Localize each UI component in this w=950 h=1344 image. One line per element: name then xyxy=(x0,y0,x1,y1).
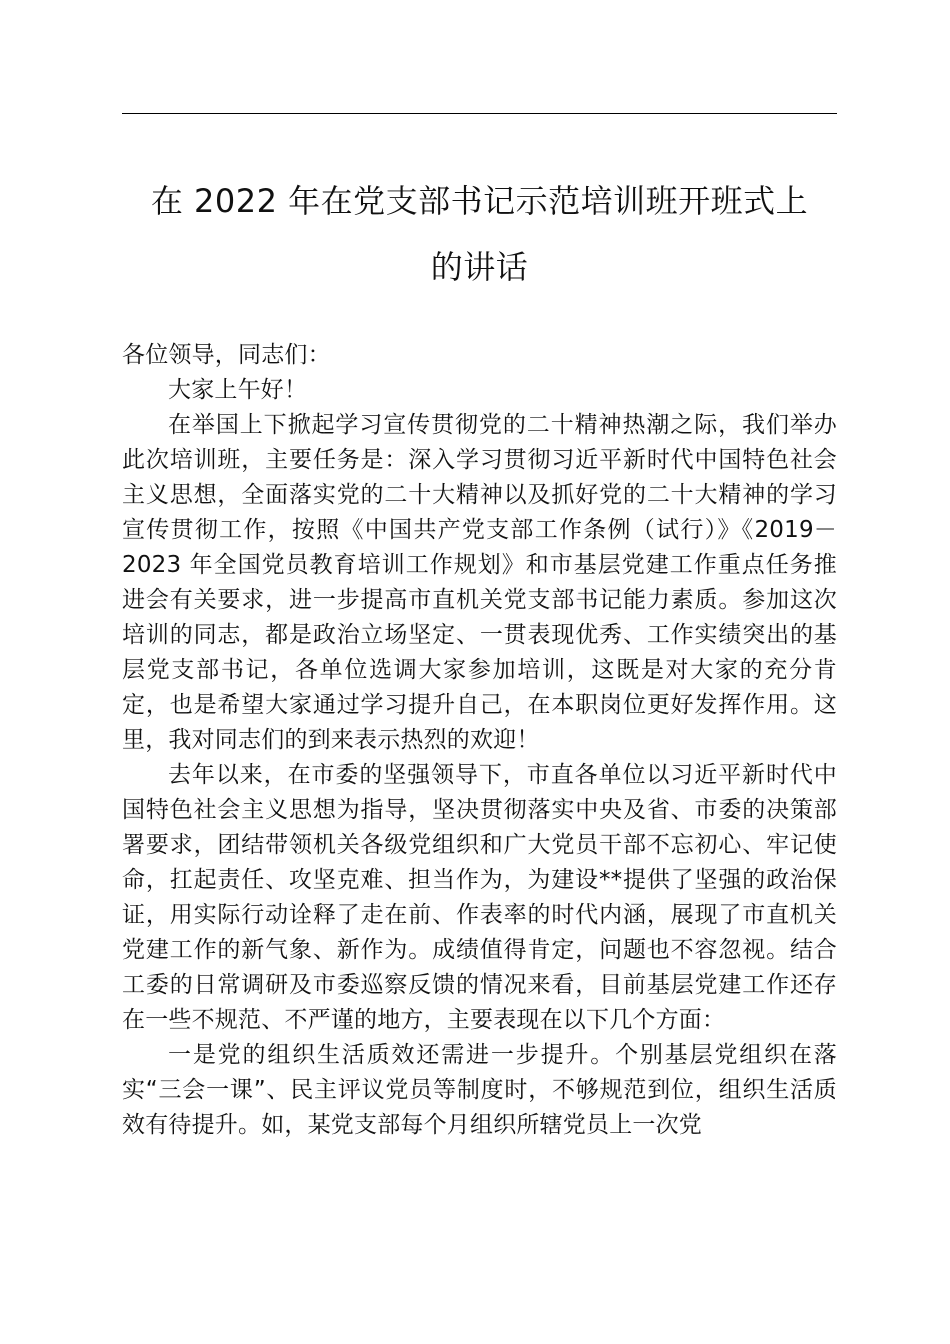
title-line-2: 的讲话 xyxy=(430,248,529,286)
paragraph-achievements: 去年以来，在市委的坚强领导下，市直各单位以习近平新时代中国特色社会主义思想为指导，坚决贯彻落实中央及省、市委的决策部署要求，团结带领机关各级党组织和广大党员干部不忘初心、牢记使命，扛起责任、攻坚克难、担当作为，为建设**提供了坚强的政治保证，用实际行动诠释了走在前、作表率的时代内涵，展现了市直机关党建工作的新气象、新作为。成绩值得肯定，问题也不容忽视。结合工委的日常调研及市委巡察反馈的情况来看，目前基层党建工作还存在一些不规范、不严谨的地方，主要表现在以下几个方面： xyxy=(122,762,837,1033)
title-line-1: 在 2022 年在党支部书记示范培训班开班式上 xyxy=(150,182,809,220)
paragraph-problem-one: 一是党的组织生活质效还需进一步提升。个别基层党组织在落实“三会一课”、民主评议党员等制度时，不够规范到位，组织生活质效有待提升。如，某党支部每个月组织所辖党员上一次党 xyxy=(122,1042,837,1138)
document-body xyxy=(122,338,837,1143)
header-rule xyxy=(122,113,837,114)
salutation: 各位领导，同志们： xyxy=(122,342,331,368)
document-title xyxy=(122,168,837,300)
paragraph-training-purpose: 在举国上下掀起学习宣传贯彻党的二十精神热潮之际，我们举办此次培训班，主要任务是：深入学习贯彻习近平新时代中国特色社会主义思想，全面落实党的二十大精神以及抓好党的二十大精神的学习宣传贯彻工作，按照《中国共产党支部工作条例（试行）》《2019－2023 年全国党员教育培训工作规划》和市基层党建工作重点任务推进会有关要求，进一步提高市直机关党支部书记能力素质。参加这次培训的同志，都是政治立场坚定、一贯表现优秀、工作实绩突出的基层党支部书记，各单位选调大家参加培训，这既是对大家的充分肯定，也是希望大家通过学习提升自己，在本职岗位更好发挥作用。这里，我对同志们的到来表示热烈的欢迎！ xyxy=(122,412,837,753)
paragraph-greeting: 大家上午好！ xyxy=(168,377,308,403)
